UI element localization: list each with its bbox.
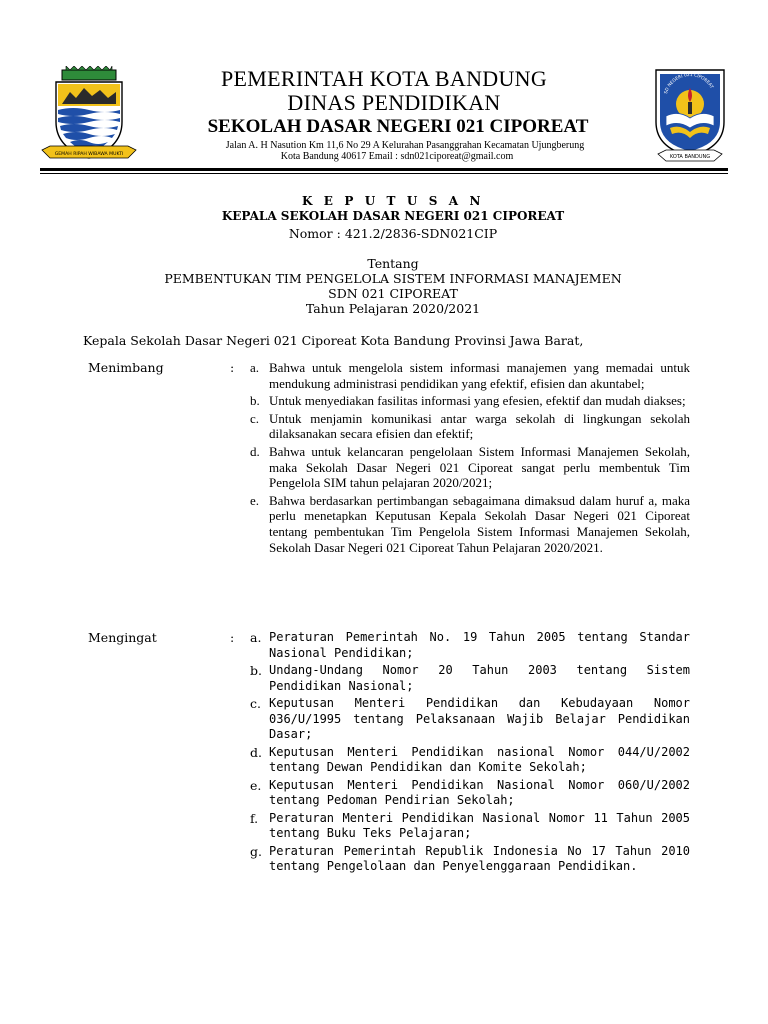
decree-subject-line1: PEMBENTUKAN TIM PENGELOLA SISTEM INFORMASI MANAJEMEN	[164, 271, 622, 286]
section-colon: :	[230, 360, 235, 375]
decree-about-label: Tentang	[367, 256, 419, 271]
decree-issuer: KEPALA SEKOLAH DASAR NEGERI 021 CIPOREAT	[221, 209, 565, 223]
list-item	[250, 411, 690, 442]
list-letter: d.	[250, 443, 260, 459]
letterhead-divider-thin	[40, 173, 728, 174]
letterhead-divider	[40, 168, 728, 171]
list-item	[250, 360, 690, 391]
list-item	[250, 778, 690, 809]
list-item	[250, 696, 690, 743]
list-text: Keputusan Menteri Pendidikan Nasional Nomor 060/U/2002 tentang Pedoman Pendirian Sekolah;	[269, 777, 690, 807]
menimbang-list	[250, 360, 690, 557]
list-letter: c.	[250, 410, 260, 426]
list-item	[250, 811, 690, 842]
list-text: Keputusan Menteri Pendidikan nasional Nomor 044/U/2002 tentang Dewan Pendidikan dan Komite Sekolah;	[269, 744, 690, 774]
list-letter: b.	[250, 663, 262, 678]
letterhead-government: PEMERINTAH KOTA BANDUNG	[220, 66, 548, 91]
list-letter: b.	[250, 393, 260, 409]
decree-subject-line3: Tahun Pelajaran 2020/2021	[305, 301, 481, 316]
list-item	[250, 444, 690, 491]
list-text: Peraturan Menteri Pendidikan Nasional Nomor 11 Tahun 2005 tentang Buku Teks Pelajaran;	[269, 810, 690, 840]
opening-statement: Kepala Sekolah Dasar Negeri 021 Ciporeat Kota Bandung Provinsi Jawa Barat,	[83, 333, 584, 348]
emblem-ring-text: SD NEGERI 021 CIPOREAT	[663, 72, 714, 95]
list-item	[250, 630, 690, 661]
emblem-banner: KOTA BANDUNG	[669, 154, 711, 160]
letterhead-school-name: SEKOLAH DASAR NEGERI 021 CIPOREAT	[207, 116, 589, 137]
list-letter: c.	[250, 696, 261, 711]
letterhead-city-email: Kota Bandung 40617 Email : sdn021ciporeat@gmail.com	[280, 151, 514, 162]
list-item	[250, 663, 690, 694]
decree-heading: K E P U T U S A N	[301, 194, 485, 208]
decree-subject-line2: SDN 021 CIPOREAT	[328, 286, 458, 301]
list-text: Bahwa untuk kelancaran pengelolaan Sistem Informasi Manajemen Sekolah, maka Sekolah Dasar Negeri 021 Ciporeat sangat perlu membentuk Tim Pengelola SIM tahun pelajaran 2020/2021;	[269, 443, 690, 491]
letterhead-department: DINAS PENDIDIKAN	[287, 90, 501, 115]
list-text: Bahwa berdasarkan pertimbangan sebagaimana dimaksud dalam huruf a, maka perlu menetapkan Keputusan Kepala Sekolah Dasar Negeri 021 Ciporeat tentang pembentukan Tim Pengelola Sistem Informasi Manajemen Sekolah, Sekolah Dasar Negeri 021 Ciporeat Tahun Pelajaran 2020/2021.	[269, 492, 690, 555]
letterhead-address: Jalan A. H Nasution Km 11,6 No 29 A Kelurahan Pasanggrahan Kecamatan Ujungberung	[225, 140, 585, 151]
list-text: Peraturan Pemerintah No. 19 Tahun 2005 tentang Standar Nasional Pendidikan;	[269, 630, 690, 660]
list-text: Untuk menjamin komunikasi antar warga sekolah di lingkungan sekolah dilaksanakan secara efisien dan efektif;	[269, 410, 690, 442]
list-text: Untuk menyediakan fasilitas informasi yang efesien, efektif dan mudah diakses;	[269, 393, 686, 409]
section-label: Menimbang	[88, 360, 164, 375]
list-letter: f.	[250, 810, 259, 826]
list-letter: g.	[250, 843, 262, 859]
list-item	[250, 393, 690, 409]
mengingat-list	[250, 630, 690, 877]
list-letter: a.	[250, 630, 262, 645]
list-letter: e.	[250, 777, 262, 793]
list-item	[250, 844, 690, 875]
crest-motto: GEMAH RIPAH WIBAWA MUKTI	[54, 152, 124, 157]
list-letter: e.	[250, 492, 260, 508]
list-text: Bahwa untuk mengelola sistem informasi manajemen yang memadai untuk mendukung administrasi pendidikan yang efektif, efisien dan akuntabel;	[269, 360, 690, 391]
list-text: Peraturan Pemerintah Republik Indonesia No 17 Tahun 2010 tentang Pengelolaan dan Penyelenggaraan Pendidikan.	[269, 843, 690, 873]
list-text: Undang-Undang Nomor 20 Tahun 2003 tentang Sistem Pendidikan Nasional;	[269, 663, 690, 693]
list-letter: a.	[250, 360, 260, 375]
list-text: Keputusan Menteri Pendidikan dan Kebudayaan Nomor 036/U/1995 tentang Pelaksanaan Wajib Belajar Pendidikan Dasar;	[269, 696, 690, 741]
section-label: Mengingat	[88, 630, 157, 645]
decree-number: Nomor : 421.2/2836-SDN021CIP	[288, 226, 498, 241]
section-colon: :	[230, 630, 235, 645]
list-item	[250, 745, 690, 776]
list-item	[250, 493, 690, 555]
list-letter: d.	[250, 744, 262, 760]
